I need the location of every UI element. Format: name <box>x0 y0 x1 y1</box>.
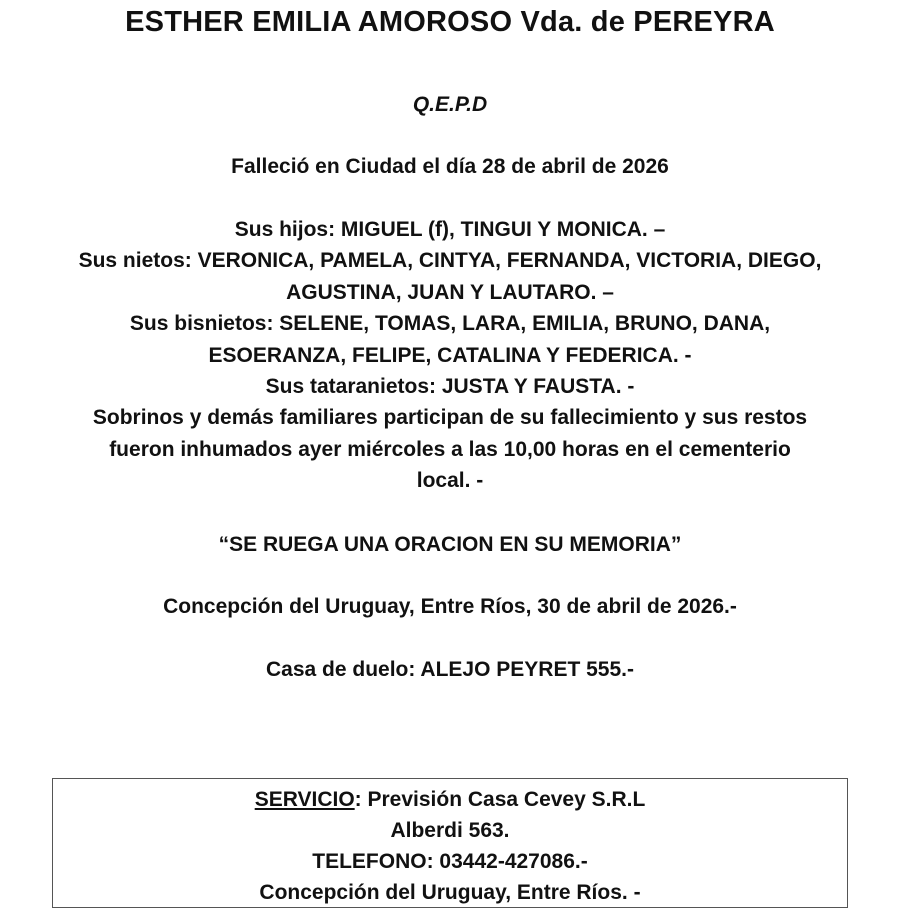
service-address: Alberdi 563. <box>390 819 510 842</box>
family-line-grandchildren: Sus nietos: VERONICA, PAMELA, CINTYA, FERNANDA, VICTORIA, DIEGO, <box>78 249 822 273</box>
service-phone: TELEFONO: 03442-427086.- <box>312 850 588 873</box>
prayer-request: “SE RUEGA UNA ORACION EN SU MEMORIA” <box>218 533 682 556</box>
family-line-burial: fueron inhumados ayer miércoles a las 10,00 horas en el cementerio <box>109 437 791 461</box>
family-line-children: Sus hijos: MIGUEL (f), TINGUI Y MONICA. – <box>234 218 666 241</box>
service-city: Concepción del Uruguay, Entre Ríos. - <box>259 881 641 904</box>
service-provider-line <box>53 784 847 815</box>
place-and-date: Concepción del Uruguay, Entre Ríos, 30 de abril de 2026.- <box>163 595 737 618</box>
qepd-text: Q.E.P.D <box>412 93 488 116</box>
mourning-house: Casa de duelo: ALEJO PEYRET 555.- <box>266 658 634 681</box>
service-provider: : Previsión Casa Cevey S.R.L <box>354 788 646 811</box>
deceased-name: ESTHER EMILIA AMOROSO Vda. de PEREYRA <box>125 6 775 38</box>
service-box <box>52 778 848 908</box>
family-line-great-grandchildren: Sus bisnietos: SELENE, TOMAS, LARA, EMILIA, BRUNO, DANA, <box>129 312 771 336</box>
family-line-relatives: Sobrinos y demás familiares participan de su fallecimiento y sus restos <box>92 406 808 430</box>
family-line-great-great-grandchildren: Sus tataranietos: JUSTA Y FAUSTA. - <box>265 375 635 399</box>
family-list <box>0 214 900 497</box>
family-line-great-grandchildren-cont: ESOERANZA, FELIPE, CATALINA Y FEDERICA. - <box>208 343 692 367</box>
death-statement: Falleció en Ciudad el día 28 de abril de 2026 <box>231 155 669 178</box>
family-line-burial-end: local. - <box>416 469 484 493</box>
service-label: SERVICIO <box>254 788 355 811</box>
family-line-grandchildren-cont: AGUSTINA, JUAN Y LAUTARO. – <box>286 280 614 304</box>
